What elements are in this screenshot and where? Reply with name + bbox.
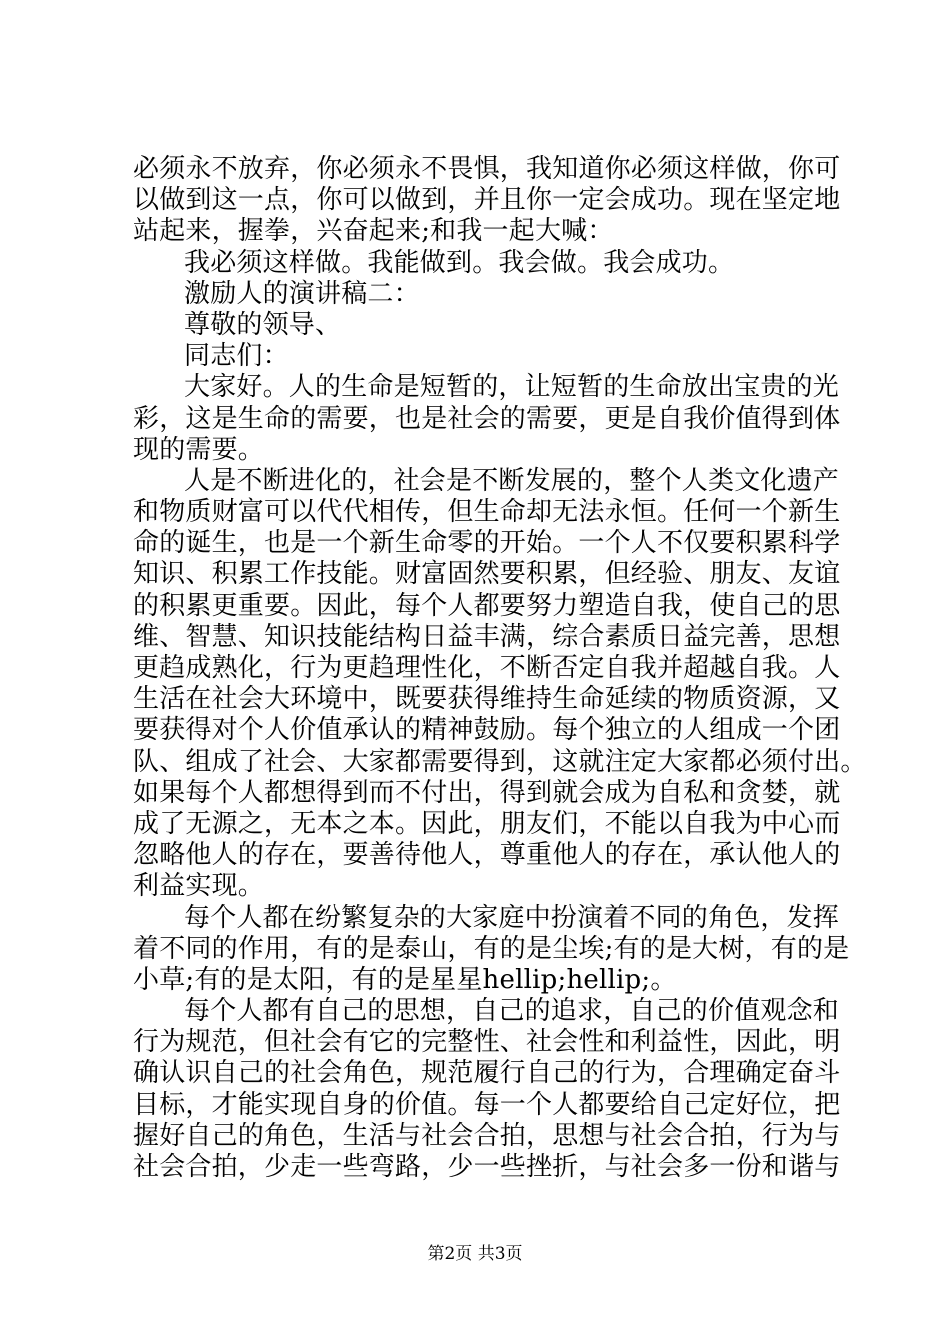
text-line: 以做到这一点，你可以做到，并且你一定会成功。现在坚定地	[133, 185, 841, 216]
text-line: 每个人都在纷繁复杂的大家庭中扮演着不同的角色，发挥	[184, 902, 840, 933]
text-line: 知识、积累工作技能。财富固然要积累，但经验、朋友、友谊	[133, 559, 841, 590]
text-line: 和物质财富可以代代相传，但生命却无法永恒。任何一个新生	[133, 497, 841, 528]
text-line: 站起来，握拳，兴奋起来;和我一起大喊：	[133, 216, 614, 247]
text-line: 成了无源之，无本之本。因此，朋友们，不能以自我为中心而	[133, 808, 841, 839]
text-line: 队、组成了社会、大家都需要得到，这就注定大家都必须付出。	[133, 746, 867, 777]
text-line: 我必须这样做。我能做到。我会做。我会成功。	[184, 247, 735, 278]
page-number: 第2页 共3页	[427, 1244, 523, 1264]
text-line: 生活在社会大环境中，既要获得维持生命延续的物质资源，又	[133, 684, 841, 715]
document-body	[133, 154, 867, 1183]
text-line: 彩，这是生命的需要，也是社会的需要，更是自我价值得到体	[133, 403, 841, 434]
text-line: 必须永不放弃，你必须永不畏惧，我知道你必须这样做，你可	[133, 154, 841, 184]
text-line: 目标，才能实现自身的价值。每一个人都要给自己定好位，把	[133, 1089, 841, 1120]
text-line: 每个人都有自己的思想，自己的追求，自己的价值观念和	[184, 996, 840, 1027]
text-line: 小草;有的是太阳，有的是星星hellip;hellip;。	[133, 964, 677, 995]
text-line: 着不同的作用，有的是泰山，有的是尘埃;有的是大树，有的是	[133, 933, 850, 964]
section-heading: 激励人的演讲稿二：	[184, 278, 420, 309]
text-line: 现的需要。	[133, 434, 265, 465]
text-line: 忽略他人的存在，要善待他人，尊重他人的存在，承认他人的	[133, 840, 841, 871]
salutation-line: 同志们：	[184, 341, 289, 372]
text-line: 握好自己的角色，生活与社会合拍，思想与社会合拍，行为与	[133, 1120, 841, 1151]
text-line: 大家好。人的生命是短暂的，让短暂的生命放出宝贵的光	[184, 372, 840, 403]
page-footer	[0, 1244, 950, 1264]
text-line: 更趋成熟化，行为更趋理性化，不断否定自我并超越自我。人	[133, 653, 841, 683]
salutation-line: 尊敬的领导、	[184, 309, 342, 340]
text-line: 的积累更重要。因此，每个人都要努力塑造自我，使自己的思	[133, 590, 841, 621]
text-line: 命的诞生，也是一个新生命零的开始。一个人不仅要积累科学	[133, 528, 841, 559]
text-line: 利益实现。	[133, 871, 265, 902]
text-line: 人是不断进化的，社会是不断发展的，整个人类文化遗产	[184, 465, 840, 496]
text-line: 维、智慧、知识技能结构日益丰满，综合素质日益完善，思想	[133, 621, 841, 652]
text-line: 社会合拍，少走一些弯路，少一些挫折，与社会多一份和谐与	[133, 1152, 841, 1182]
text-line: 行为规范，但社会有它的完整性、社会性和利益性，因此，明	[133, 1027, 841, 1058]
text-line: 确认识自己的社会角色，规范履行自己的行为，合理确定奋斗	[133, 1058, 841, 1089]
text-line: 要获得对个人价值承认的精神鼓励。每个独立的人组成一个团	[133, 715, 841, 746]
text-line: 如果每个人都想得到而不付出，得到就会成为自私和贪婪，就	[133, 777, 841, 808]
